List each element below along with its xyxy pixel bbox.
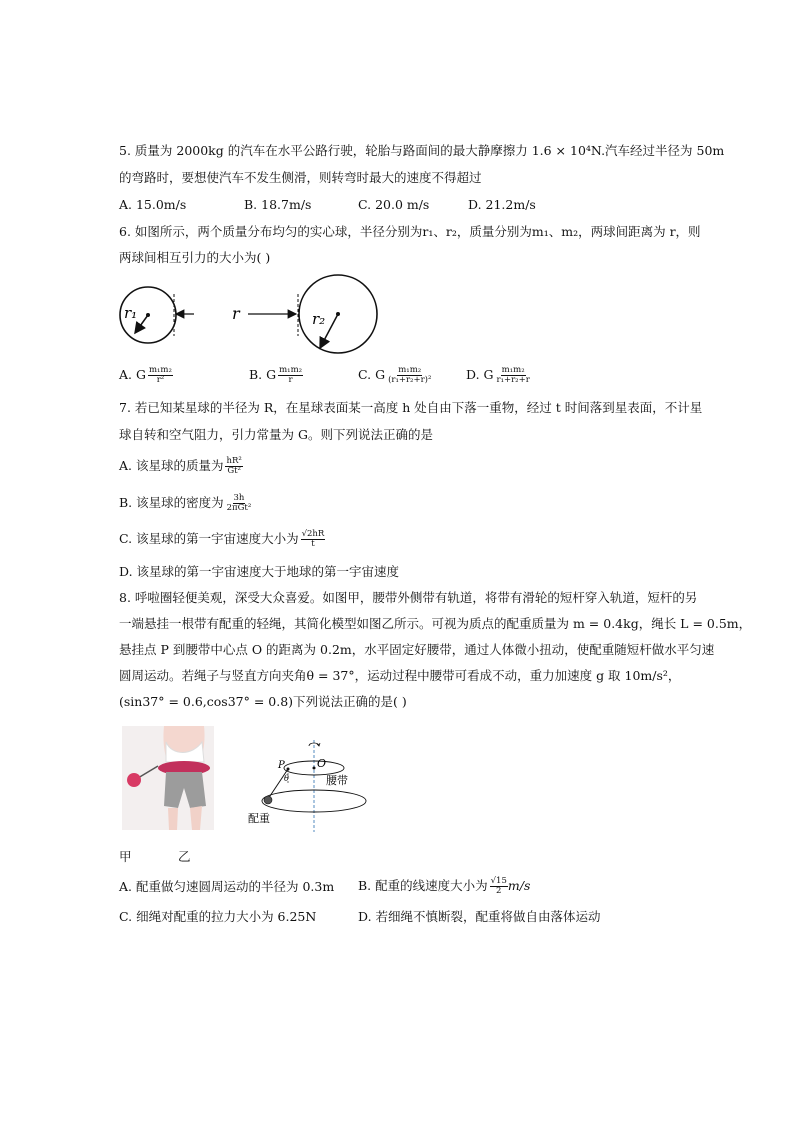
label-P: P: [278, 760, 285, 771]
label-O: O: [317, 757, 327, 770]
q8-stem-line5: (sin37° = 0.6,cos37° = 0.8)下列说法正确的是( ): [119, 694, 407, 709]
q8-stem-line1: 8. 呼啦圈轻便美观，深受大众喜爱。如图甲，腰带外侧带有轨道，将带有滑轮的短杆穿入轨道，短杆的另: [119, 590, 698, 605]
q8-stem-line3: 悬挂点 P 到腰带中心点 O 的距离为 0.2m，水平固定好腰带，通过人体微小扭动，使配重随短杆做水平匀速: [119, 642, 715, 657]
q6-option-c: C. G $\frac{\text{m₁m₂}}{\text{(r₁+r₂+r)²}}$: [358, 365, 432, 385]
q5-option-b: B. 18.7m/s: [244, 197, 312, 212]
q8-option-a: A. 配重做匀速圆周运动的半径为 0.3m: [119, 879, 335, 894]
weight-ball: [127, 773, 141, 787]
label-weight: 配重: [248, 812, 270, 825]
weight-point: [264, 796, 272, 804]
q8-caption-yi: 乙: [178, 849, 191, 864]
q6-option-a: A. G $\frac{\text{m₁m₂}}{\text{r²}}$: [119, 365, 172, 385]
q6-option-b: B. G $\frac{\text{m₁m₂}}{r}$: [249, 365, 303, 385]
q5-option-c: C. 20.0 m/s: [358, 197, 430, 212]
q7-stem-line1: 7. 若已知某星球的半径为 R，在星球表面某一高度 h 处自由下落一重物，经过 t 时间落到星表面，不计星: [119, 400, 703, 415]
q8-simplified-model-figure: [246, 736, 386, 836]
label-belt: 腰带: [326, 774, 348, 787]
q6-two-spheres-figure: [110, 270, 390, 360]
q5-stem-line2: 的弯路时，要想使汽车不发生侧滑，则转弯时最大的速度不得超过: [119, 170, 482, 185]
q8-stem-line4: 圆周运动。若绳子与竖直方向夹角θ = 37°，运动过程中腰带可看成不动，重力加速度 g 取 10m/s²，: [119, 668, 681, 683]
q6-stem-line2: 两球间相互引力的大小为( ): [119, 250, 271, 265]
label-r1: r₁: [124, 304, 138, 322]
q5-stem-line1: 5. 质量为 2000kg 的汽车在水平公路行驶，轮胎与路面间的最大静摩擦力 1.6 × 10⁴N.汽车经过半径为 50m: [119, 143, 725, 158]
q8-caption-jia: 甲: [119, 849, 132, 864]
q7-option-c: C. 该星球的第一宇宙速度大小为 $\frac{√2hR}{t}$: [119, 529, 325, 549]
label-theta: θ: [284, 774, 289, 783]
label-r: r: [232, 304, 240, 323]
q8-option-b: B. 配重的线速度大小为 $\frac{√15}{2}$ m/s: [358, 876, 531, 896]
q6-stem-line1: 6. 如图所示，两个质量分布均匀的实心球，半径分别为r₁、r₂，质量分别为m₁、m₂，两球间距离为 r，则: [119, 224, 701, 239]
q6-option-d: D. G $\frac{\text{m₁m₂}}{\text{r₁+r₂+r}}$: [466, 365, 530, 385]
q8-option-c: C. 细绳对配重的拉力大小为 6.25N: [119, 909, 317, 924]
label-r2: r₂: [312, 310, 326, 328]
q7-option-a: A. 该星球的质量为 $\frac{\text{hR²}}{\text{Gt²}}$: [119, 456, 242, 476]
q5-option-a: A. 15.0m/s: [119, 197, 187, 212]
q7-option-d: D. 该星球的第一宇宙速度大于地球的第一宇宙速度: [119, 564, 400, 579]
q8-stem-line2: 一端悬挂一根带有配重的轻绳，其简化模型如图乙所示。可视为质点的配重质量为 m = 0.4kg，绳长 L = 0.5m，: [119, 616, 752, 631]
q7-stem-line2: 球自转和空气阻力，引力常量为 G。则下列说法正确的是: [119, 427, 433, 442]
q5-option-d: D. 21.2m/s: [468, 197, 536, 212]
q8-hula-hoop-photo: [122, 726, 214, 830]
q8-option-d: D. 若细绳不慎断裂，配重将做自由落体运动: [358, 909, 601, 924]
q7-option-b: B. 该星球的密度为 $\frac{3h}{\text{2πGt²}}$: [119, 493, 252, 513]
